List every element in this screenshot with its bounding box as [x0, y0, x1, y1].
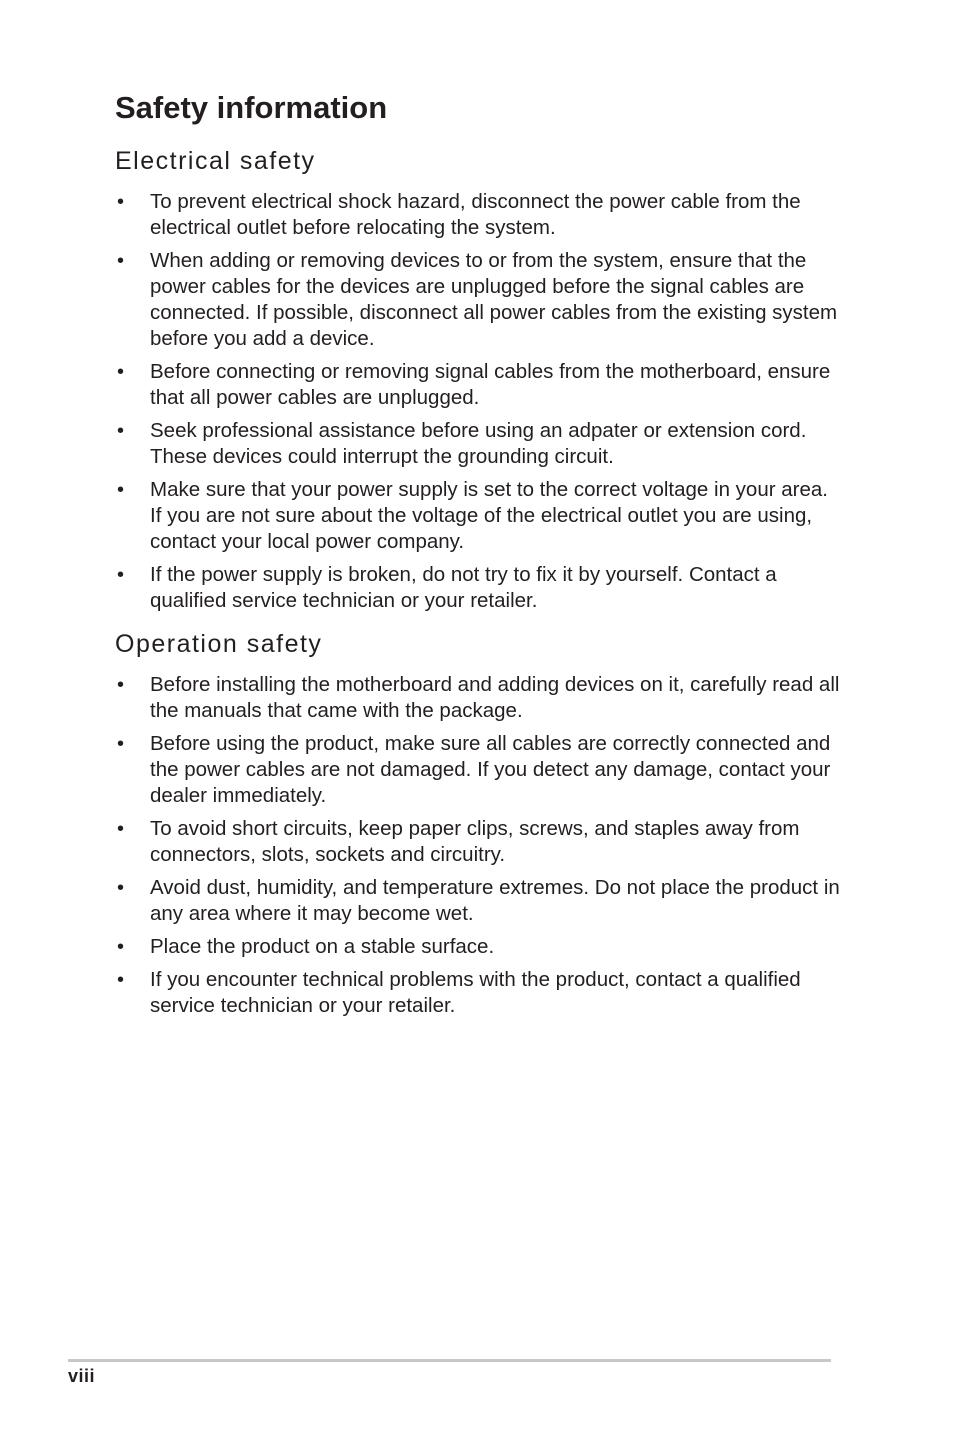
- bullet-icon: •: [117, 936, 125, 958]
- list-item-text: Before installing the motherboard and adding devices on it, carefully read all the manuals that came with the package.: [150, 673, 840, 722]
- list-item-text: Place the product on a stable surface.: [150, 935, 495, 958]
- list-item-text: Before connecting or removing signal cables from the motherboard, ensure that all power cables are unplugged.: [150, 360, 831, 409]
- list-item-text: Avoid dust, humidity, and temperature extremes. Do not place the product in any area where it may become wet.: [150, 876, 840, 925]
- page-number: viii: [68, 1366, 96, 1386]
- bullet-icon: •: [117, 361, 125, 383]
- list-item-text: To avoid short circuits, keep paper clips, screws, and staples away from connectors, slots, sockets and circuitry.: [150, 817, 800, 866]
- bullet-icon: •: [117, 969, 125, 991]
- bullet-icon: •: [117, 420, 125, 442]
- page-title: Safety information: [115, 90, 388, 125]
- list-item: [115, 967, 840, 1019]
- list-item: [115, 934, 840, 960]
- bullet-icon: •: [117, 250, 125, 272]
- bullet-icon: •: [117, 674, 125, 696]
- list-item-text: Seek professional assistance before using an adpater or extension cord. These devices could interrupt the grounding circuit.: [150, 419, 807, 468]
- bullet-icon: •: [117, 191, 125, 213]
- list-item: [115, 672, 840, 724]
- electrical-safety-list: [115, 189, 840, 621]
- list-item: [115, 477, 840, 555]
- list-item-text: Make sure that your power supply is set to the correct voltage in your area. If you are not sure about the voltage of the electrical outlet you are using, contact your local power company.: [150, 478, 828, 553]
- list-item: [115, 418, 840, 470]
- operation-safety-heading: Operation safety: [115, 630, 323, 658]
- bullet-icon: •: [117, 877, 125, 899]
- list-item: [115, 359, 840, 411]
- list-item-text: When adding or removing devices to or from the system, ensure that the power cables for the devices are unplugged before the signal cables are connected. If possible, disconnect all power cables from the existing system before you add a device.: [150, 249, 838, 350]
- list-item: [115, 816, 840, 868]
- list-item: [115, 562, 840, 614]
- list-item-text: To prevent electrical shock hazard, disconnect the power cable from the electrical outlet before relocating the system.: [150, 190, 801, 239]
- list-item-text: Before using the product, make sure all cables are correctly connected and the power cables are not damaged. If you detect any damage, contact your dealer immediately.: [150, 732, 831, 807]
- bullet-icon: •: [117, 479, 125, 501]
- list-item: [115, 875, 840, 927]
- bullet-icon: •: [117, 818, 125, 840]
- list-item-text: If you encounter technical problems with the product, contact a qualified service technician or your retailer.: [150, 968, 801, 1017]
- list-item: [115, 731, 840, 809]
- bullet-icon: •: [117, 733, 125, 755]
- electrical-safety-heading: Electrical safety: [115, 147, 316, 175]
- footer-divider: [68, 1359, 831, 1362]
- list-item-text: If the power supply is broken, do not try to fix it by yourself. Contact a qualified service technician or your retailer.: [150, 563, 777, 612]
- bullet-icon: •: [117, 564, 125, 586]
- list-item: [115, 248, 840, 352]
- operation-safety-list: [115, 672, 840, 1026]
- list-item: [115, 189, 840, 241]
